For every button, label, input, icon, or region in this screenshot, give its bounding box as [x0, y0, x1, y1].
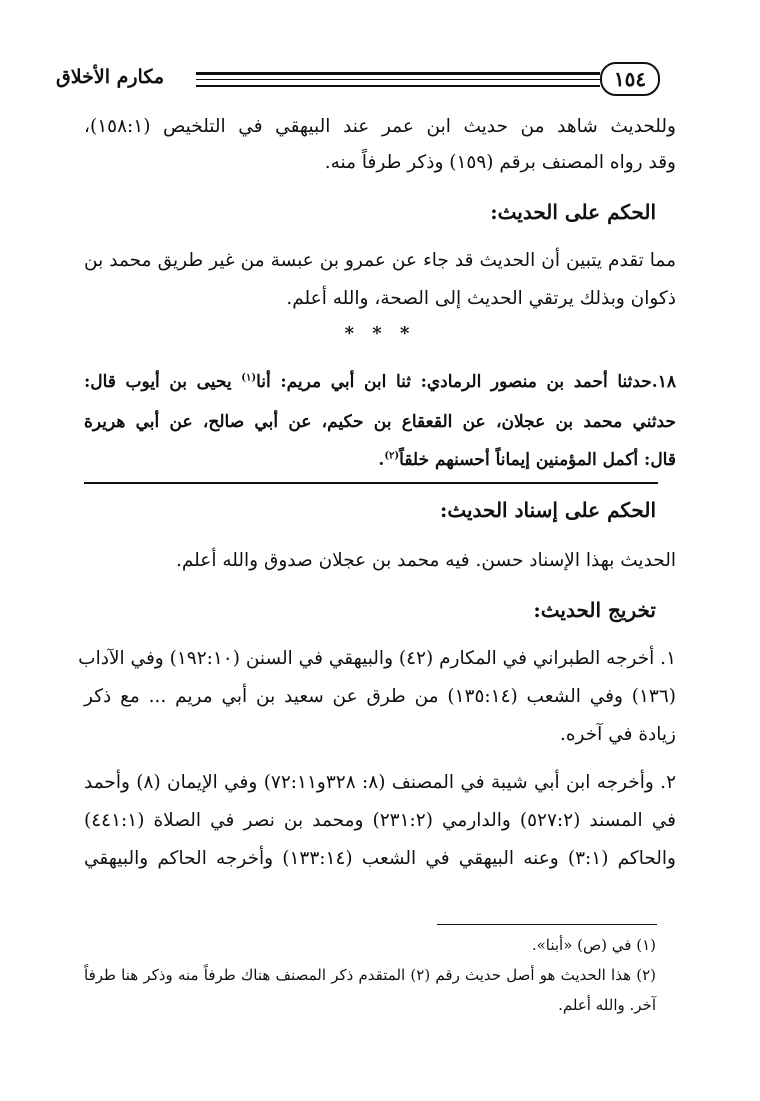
running-title: مكارم الأخلاق [56, 66, 164, 88]
page-number: ١٥٤ [600, 62, 660, 96]
section-heading-takhrij: تخريج الحديث: [533, 598, 656, 622]
section-separator: * * * [344, 323, 416, 344]
footnote: آخر. والله أعلم. [558, 996, 656, 1014]
intro-line: وقد رواه المصنف برقم (١٥٩) وذكر طرفاً منه. [324, 152, 676, 173]
footnote-rule [437, 924, 657, 925]
hadith-line: ١٨.حدثنا أحمد بن منصور الرمادي: ثنا ابن أبي مريم: أنا$^{(١)}$ يحيى بن أيوب قال: [84, 372, 676, 392]
ruling-line: مما تقدم يتبين أن الحديث قد جاء عن عمرو بن عبسة من غير طريق محمد بن [84, 250, 676, 271]
takhrij-item1-line: (١٣٦) وفي الشعب (١٣٥:١٤) من طرق عن سعيد بن أبي مريم ... مع ذكر [84, 686, 676, 707]
ruling-line: ذكوان وبذلك يرتقي الحديث إلى الصحة، والله أعلم. [286, 288, 676, 309]
takhrij-item1-line: زيادة في آخره. [559, 724, 676, 745]
divider [84, 482, 658, 484]
header-rule [196, 79, 600, 80]
takhrij-item2-line: والحاكم (٣:١) وعنه البيهقي في الشعب (١٣٣:١٤) وأخرجه الحاكم والبيهقي [84, 848, 676, 869]
takhrij-item2-line: في المسند (٥٢٧:٢) والدارمي (٢٣١:٢) ومحمد بن نصر في الصلاة (٤٤١:١) [84, 810, 676, 831]
footnote: (٢) هذا الحديث هو أصل حديث رقم (٢) المتقدم ذكر المصنف هناك طرفاً منه وذكر هنا طرفاً [84, 966, 656, 984]
takhrij-item2-line: ٢. وأخرجه ابن أبي شيبة في المصنف (٨: ٣٢٨و٧٢:١١) وفي الإيمان (٨) وأحمد [84, 772, 676, 793]
header-rule [196, 72, 600, 75]
header-rule [196, 85, 600, 87]
section-heading-ruling: الحكم على الحديث: [490, 200, 656, 224]
isnad-ruling-text: الحديث بهذا الإسناد حسن. فيه محمد بن عجلان صدوق والله أعلم. [175, 550, 676, 571]
hadith-line: حدثني محمد بن عجلان، عن القعقاع بن حكيم، عن أبي صالح، عن أبي هريرة [84, 412, 676, 432]
hadith-line: قال: أكمل المؤمنين إيماناً أحسنهم خلقاً$^{(٢)}$. [378, 450, 676, 470]
footnote-ref[interactable]: (١) [241, 372, 257, 384]
intro-line: وللحديث شاهد من حديث ابن عمر عند البيهقي في التلخيص (١٥٨:١)، [84, 116, 676, 137]
footnote: (١) في (ص) «أبنا». [531, 936, 656, 954]
takhrij-item1-line: ١. أخرجه الطبراني في المكارم (٤٢) والبيهقي في السنن (١٩٢:١٠) وفي الآداب [78, 648, 676, 669]
footnote-ref[interactable]: (٢) [384, 450, 400, 462]
section-heading-isnad: الحكم على إسناد الحديث: [439, 498, 656, 522]
